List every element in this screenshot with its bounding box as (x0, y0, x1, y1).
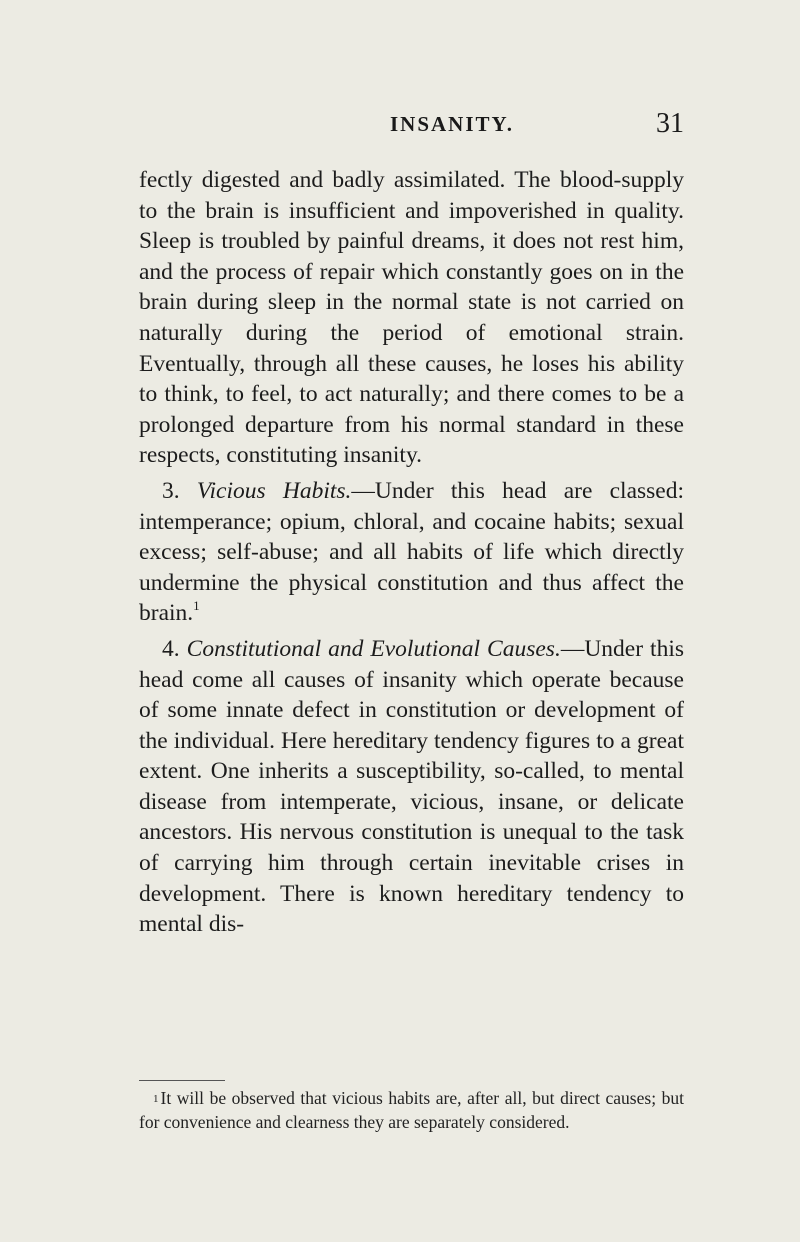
page-number: 31 (656, 108, 684, 139)
footnote-text: It will be observed that vicious habits are, after all, but direct causes; but for convenience and clearness they are separately considered. (139, 1088, 684, 1132)
section-heading: Constitutional and Evolutional Causes. (186, 635, 561, 662)
paragraph-constitutional-causes (139, 634, 684, 940)
section-number: 4. (162, 635, 180, 662)
footnote-divider (139, 1080, 225, 1081)
section-number: 3. (162, 477, 180, 504)
paragraph-text: —Under this head come all causes of insanity which operate because of some innate defect in constitution or development of the individual. Here hereditary tendency figures to a great extent. One inherits a susceptibility, so-called, to mental disease from intemperate, vicious, insane, or delicate ancestors. His nervous constitution is unequal to the task of carrying him through certain inevitable crises in development. There is known hereditary tendency to mental dis- (139, 635, 685, 938)
paragraph-vicious-habits (139, 476, 684, 629)
footnote-marker: 1 (153, 1093, 159, 1105)
running-title: INSANITY. (389, 112, 514, 136)
paragraph-continuation (139, 165, 684, 471)
paragraph-text: —Under this head are classed: intemperance; opium, chloral, and cocaine habits; sexual excess; self-abuse; and all habits of life which directly undermine the physical constitution and thus affect the brain. (139, 477, 685, 627)
footnote (139, 1086, 684, 1134)
running-header (180, 108, 684, 142)
footnote-reference: 1 (193, 598, 200, 614)
section-heading: Vicious Habits. (196, 477, 352, 504)
body-text (139, 165, 684, 940)
paragraph-text: fectly digested and badly assimilated. The blood-supply to the brain is insufficient and impoverished in quality. Sleep is troubled by painful dreams, it does not rest him, and the process of repair which constantly goes on in the brain during sleep in the normal state is not carried on naturally during the period of emotional strain. Eventually, through all these causes, he loses his ability to think, to feel, to act naturally; and there comes to be a prolonged departure from his normal standard in these respects, constituting insanity. (139, 167, 684, 469)
